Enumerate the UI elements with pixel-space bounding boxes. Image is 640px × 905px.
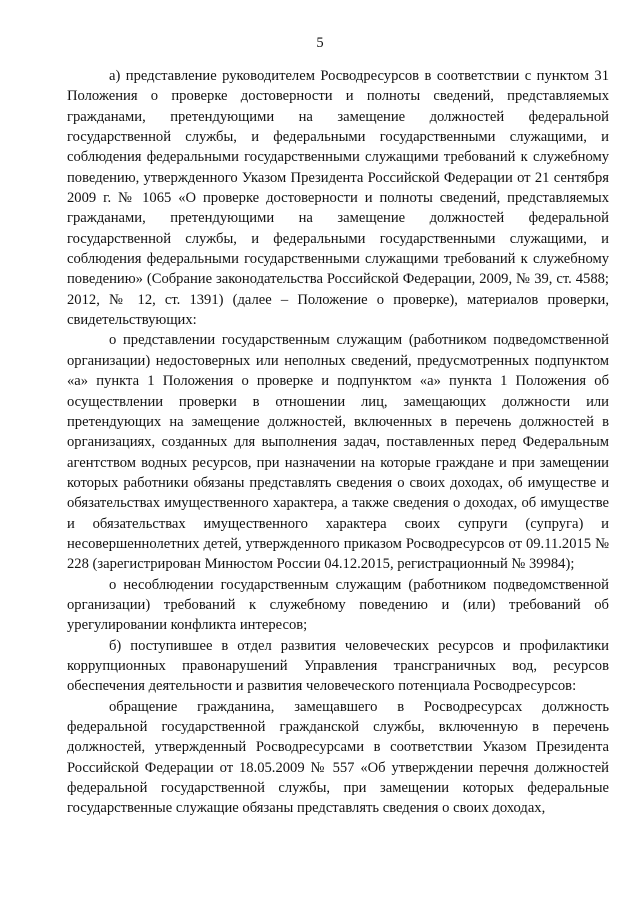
document-body bbox=[67, 66, 609, 819]
paragraph-a-representation: а) представление руководителем Росводресурсов в соответствии с пунктом 31 Положения о проверке достоверности и полноты сведений, представляемых гражданами, претендующими на замещение должностей федеральной государственной службы, и федеральными государственными служащими, и соблюдения федеральными государственными служащими требований к служебному поведению, утвержденного Указом Президента Российской Федерации от 21 сентября 2009 г. № 1065 «О проверке достоверности и полноты сведений, представляемых гражданами, претендующими на замещение должностей федеральной государственной службы, и федеральными государственными служащими, и соблюдения федеральными государственными служащими требований к служебному поведению» (Собрание законодательства Российской Федерации, 2009, № 39, ст. 4588; 2012, № 12, ст. 1391) (далее – Положение о проверке), материалов проверки, свидетельствующих: bbox=[67, 68, 609, 329]
page-number: 5 bbox=[316, 35, 324, 51]
paragraph-citizen-appeal: обращение гражданина, замещавшего в Росводресурсах должность федеральной государственной гражданской службы, включенную в перечень должностей, утвержденный Росводресурсами в соответствии Указом Президента Российской Федерации от 18.05.2009 № 557 «Об утверждении перечня должностей федеральной государственной службы, при замещении которых федеральные государственные служащие обязаны представлять сведения о своих доходах, bbox=[67, 698, 609, 817]
paragraph-b-received: б) поступившее в отдел развития человеческих ресурсов и профилактики коррупционных правонарушений Управления трансграничных вод, ресурсов обеспечения деятельности и развития человеческого потенциала Росводресурсов: bbox=[67, 637, 609, 695]
paragraph-conduct-violation: о несоблюдении государственным служащим (работником подведомственной организации) требований к служебному поведению и (или) требований об урегулировании конфликта интересов; bbox=[67, 576, 609, 634]
paragraph-false-information: о представлении государственным служащим (работником подведомственной организации) недостоверных или неполных сведений, предусмотренных подпунктом «а» пункта 1 Положения о проверке и подпунктом «а» пункта 1 Положения об осуществлении проверки в отношении лиц, замещающих должности или претендующих на замещение должностей, включенных в перечень должностей в организациях, созданных для выполнения задач, поставленных перед Федеральным агентством водных ресурсов, при назначении на которые граждане и при замещении которых работники обязаны представлять сведения о своих доходах, об имуществе и обязательствах имущественного характера, а также сведения о доходах, об имуществе и обязательствах имущественного характера своих супруги (супруга) и несовершеннолетних детей, утвержденного приказом Росводресурсов от 09.11.2015 № 228 (зарегистрирован Минюстом России 04.12.2015, регистрационный № 39984); bbox=[67, 332, 609, 573]
